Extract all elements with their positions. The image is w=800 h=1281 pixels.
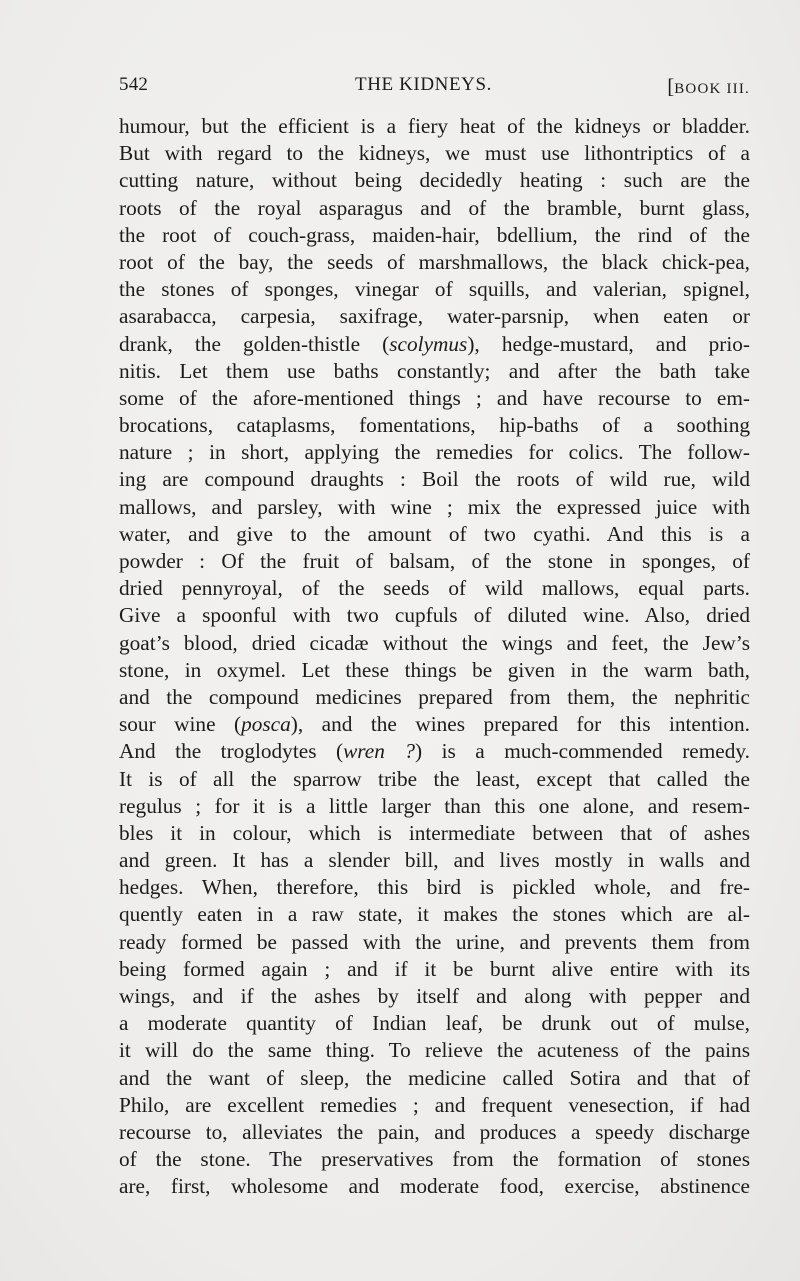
text-line (119, 793, 750, 820)
text-segment: ), hedge-mustard, and prio- (467, 331, 751, 356)
text-segment: some of the afore-mentioned things ; and have recourse to em- (119, 385, 750, 410)
text-line (119, 1119, 750, 1146)
text-line (119, 766, 750, 793)
text-segment: are, first, wholesome and moderate food, exercise, abstinence (119, 1174, 750, 1199)
text-segment: But with regard to the kidneys, we must use lithontriptics of a (119, 141, 750, 166)
text-line (119, 1092, 750, 1119)
book-label: BOOK III. (674, 81, 750, 97)
text-segment: bles it in colour, which is intermediate between that of ashes (119, 820, 750, 845)
text-line (119, 630, 750, 657)
text-line (119, 494, 750, 521)
text-line (119, 738, 750, 765)
text-line (119, 140, 750, 167)
text-segment: regulus ; for it is a little larger than this one alone, and resem- (119, 793, 750, 818)
text-segment: and green. It has a slender bill, and lives mostly in walls and (119, 848, 750, 873)
text-segment: water, and give to the amount of two cyathi. And this is a (119, 521, 750, 546)
text-line (119, 1173, 750, 1200)
text-line (119, 385, 750, 412)
text-segment: humour, but the efficient is a fiery heat of the kidneys or bladder. (119, 114, 750, 138)
text-segment: the stones of sponges, vinegar of squills, and valerian, spignel, (119, 277, 750, 302)
text-line (119, 331, 750, 358)
text-line (119, 521, 750, 548)
text-line (119, 249, 750, 276)
text-segment: And the troglodytes ( (119, 739, 344, 764)
page-number: 542 (119, 74, 149, 95)
text-segment: dried pennyroyal, of the seeds of wild mallows, equal parts. (119, 576, 750, 601)
text-line (119, 113, 750, 140)
text-segment: asarabacca, carpesia, saxifrage, water-parsnip, when eaten or (119, 304, 750, 329)
text-line (119, 847, 750, 874)
text-line (119, 657, 750, 684)
italic-term: posca (241, 712, 291, 737)
text-segment: Give a spoonful with two cupfuls of diluted wine. Also, dried (119, 603, 750, 628)
text-segment: cutting nature, without being decidedly heating : such are the (119, 168, 750, 193)
text-segment: drank, the golden-thistle ( (119, 331, 390, 356)
text-line (119, 303, 750, 330)
text-segment: powder : Of the fruit of balsam, of the stone in sponges, of (119, 549, 750, 573)
text-segment: ready formed be passed with the urine, and prevents them from (119, 929, 750, 954)
text-line (119, 276, 750, 303)
text-line (119, 167, 750, 194)
text-segment: the root of couch-grass, maiden-hair, bdellium, the rind of the (119, 222, 750, 247)
text-segment: brocations, cataplasms, fomentations, hip-baths of a soothing (119, 413, 750, 438)
text-segment: a moderate quantity of Indian leaf, be drunk out of mulse, (119, 1011, 750, 1036)
text-segment: goat’s blood, dried cicadæ without the wings and feet, the Jew’s (119, 630, 750, 655)
text-segment: ing are compound draughts : Boil the roots of wild rue, wild (119, 467, 750, 492)
book-reference (667, 74, 750, 99)
text-segment: ), and the wines prepared for this intention. (290, 712, 750, 737)
text-line (119, 956, 750, 983)
text-segment: sour wine ( (119, 712, 242, 737)
text-segment: nature ; in short, applying the remedies for colics. The follow- (119, 440, 750, 465)
text-segment: Philo, are excellent remedies ; and frequent venesection, if had (119, 1092, 750, 1117)
text-line (119, 412, 750, 439)
text-line (119, 820, 750, 847)
body-text (119, 113, 750, 1201)
text-segment: root of the bay, the seeds of marshmallows, the black chick-pea, (119, 249, 750, 274)
text-segment: nitis. Let them use baths constantly; and after the bath take (119, 358, 750, 383)
text-segment: and the compound medicines prepared from them, the nephritic (119, 684, 750, 709)
text-segment: ) is a much-commended remedy. (415, 739, 750, 764)
text-segment: it will do the same thing. To relieve the acuteness of the pains (119, 1038, 750, 1063)
text-line (119, 1010, 750, 1037)
text-segment: hedges. When, therefore, this bird is pickled whole, and fre- (119, 875, 750, 900)
text-segment: recourse to, alleviates the pain, and produces a speedy discharge (119, 1119, 750, 1144)
text-line (119, 874, 750, 901)
text-line (119, 466, 750, 493)
text-line (119, 1146, 750, 1173)
text-segment: mallows, and parsley, with wine ; mix the expressed juice with (119, 494, 750, 519)
text-segment: stone, in oxymel. Let these things be given in the warm bath, (119, 657, 750, 682)
text-line (119, 195, 750, 222)
text-line (119, 1037, 750, 1064)
text-line (119, 222, 750, 249)
running-header (119, 74, 750, 102)
text-segment: It is of all the sparrow tribe the least, except that called the (119, 766, 750, 791)
text-line (119, 983, 750, 1010)
text-line (119, 548, 750, 575)
text-line (119, 929, 750, 956)
text-line (119, 1065, 750, 1092)
text-segment: wings, and if the ashes by itself and along with pepper and (119, 984, 750, 1008)
italic-term: scolymus (389, 331, 468, 356)
text-line (119, 901, 750, 928)
text-line (119, 358, 750, 385)
italic-term: wren ? (343, 739, 416, 764)
text-segment: and the want of sleep, the medicine called Sotira and that of (119, 1065, 750, 1090)
text-line (119, 602, 750, 629)
running-title: THE KIDNEYS. (355, 74, 493, 95)
text-segment: quently eaten in a raw state, it makes the stones which are al- (119, 902, 750, 927)
text-line (119, 711, 750, 738)
text-line (119, 575, 750, 602)
text-segment: roots of the royal asparagus and of the bramble, burnt glass, (119, 195, 750, 220)
text-line (119, 684, 750, 711)
text-line (119, 439, 750, 466)
text-segment: being formed again ; and if it be burnt alive entire with its (119, 956, 750, 981)
text-segment: of the stone. The preservatives from the formation of stones (119, 1147, 750, 1172)
book-bracket: [ (667, 74, 675, 98)
